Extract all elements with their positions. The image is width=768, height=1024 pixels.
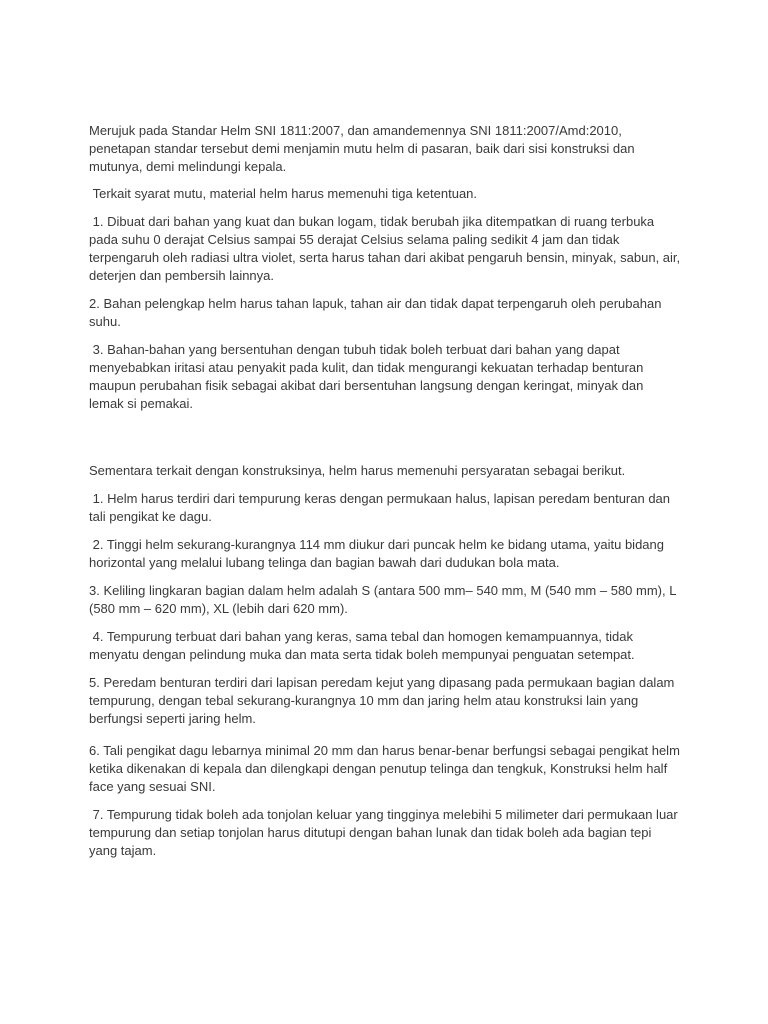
construction-item-4: 4. Tempurung terbuat dari bahan yang keras, sama tebal dan homogen kemampuannya, tidak menyatu dengan pelindung muka dan mata serta tidak boleh mempunyai penguatan setempat. [89, 629, 637, 662]
construction-item-7: 7. Tempurung tidak boleh ada tonjolan keluar yang tingginya melebihi 5 milimeter dari permukaan luar tempurung dan setiap tonjolan harus ditutupi dengan bahan lunak dan tidak boleh ada bagian tepi yang tajam. [89, 807, 682, 858]
construction-item-3: 3. Keliling lingkaran bagian dalam helm adalah S (antara 500 mm– 540 mm, M (540 mm – 580 mm), L (580 mm – 620 mm), XL (lebih dari 620 mm). [89, 583, 680, 616]
document-body [89, 122, 684, 860]
material-item-3: 3. Bahan-bahan yang bersentuhan dengan tubuh tidak boleh terbuat dari bahan yang dapat menyebabkan iritasi atau penyakit pada kulit, dan tidak mengurangi kekuatan terhadap benturan maupun perubahan fisik sebagai akibat dari bersentuhan langsung dengan keringat, minyak dan lemak si pemakai. [89, 342, 647, 411]
material-item-1: 1. Dibuat dari bahan yang kuat dan bukan logam, tidak berubah jika ditempatkan di ruang terbuka pada suhu 0 derajat Celsius sampai 55 derajat Celsius selama paling sedikit 4 jam dan tidak terpengaruh oleh radiasi ultra violet, serta harus tahan dari akibat pengaruh bensin, minyak, sabun, air, deterjen dan pembersih lainnya. [89, 214, 684, 283]
construction-item-1: 1. Helm harus terdiri dari tempurung keras dengan permukaan halus, lapisan peredam benturan dan tali pengikat ke dagu. [89, 491, 674, 524]
construction-item-6: 6. Tali pengikat dagu lebarnya minimal 20 mm dan harus benar-benar berfungsi sebagai pengikat helm ketika dikenakan di kepala dan dilengkapi dengan penutup telinga dan tengkuk, Konstruksi helm half face yang sesuai SNI. [89, 743, 684, 794]
material-heading: Terkait syarat mutu, material helm harus memenuhi tiga ketentuan. [89, 186, 478, 201]
intro-paragraph: Merujuk pada Standar Helm SNI 1811:2007, dan amandemennya SNI 1811:2007/Amd:2010, penetapan standar tersebut demi menjamin mutu helm di pasaran, baik dari sisi konstruksi dan mutunya, demi melindungi kepala. [89, 123, 639, 174]
material-item-2: 2. Bahan pelengkap helm harus tahan lapuk, tahan air dan tidak dapat terpengaruh oleh perubahan suhu. [89, 296, 666, 329]
construction-heading: Sementara terkait dengan konstruksinya, helm harus memenuhi persyaratan sebagai berikut. [89, 463, 626, 478]
construction-item-5: 5. Peredam benturan terdiri dari lapisan peredam kejut yang dipasang pada permukaan bagian dalam tempurung, dengan tebal sekurang-kurangnya 10 mm dan jaring helm atau konstruksi lain yang berfungsi seperti jaring helm. [89, 675, 678, 726]
construction-item-2: 2. Tinggi helm sekurang-kurangnya 114 mm diukur dari puncak helm ke bidang utama, yaitu bidang horizontal yang melalui lubang telinga dan bagian bawah dari dudukan bola mata. [89, 537, 668, 570]
